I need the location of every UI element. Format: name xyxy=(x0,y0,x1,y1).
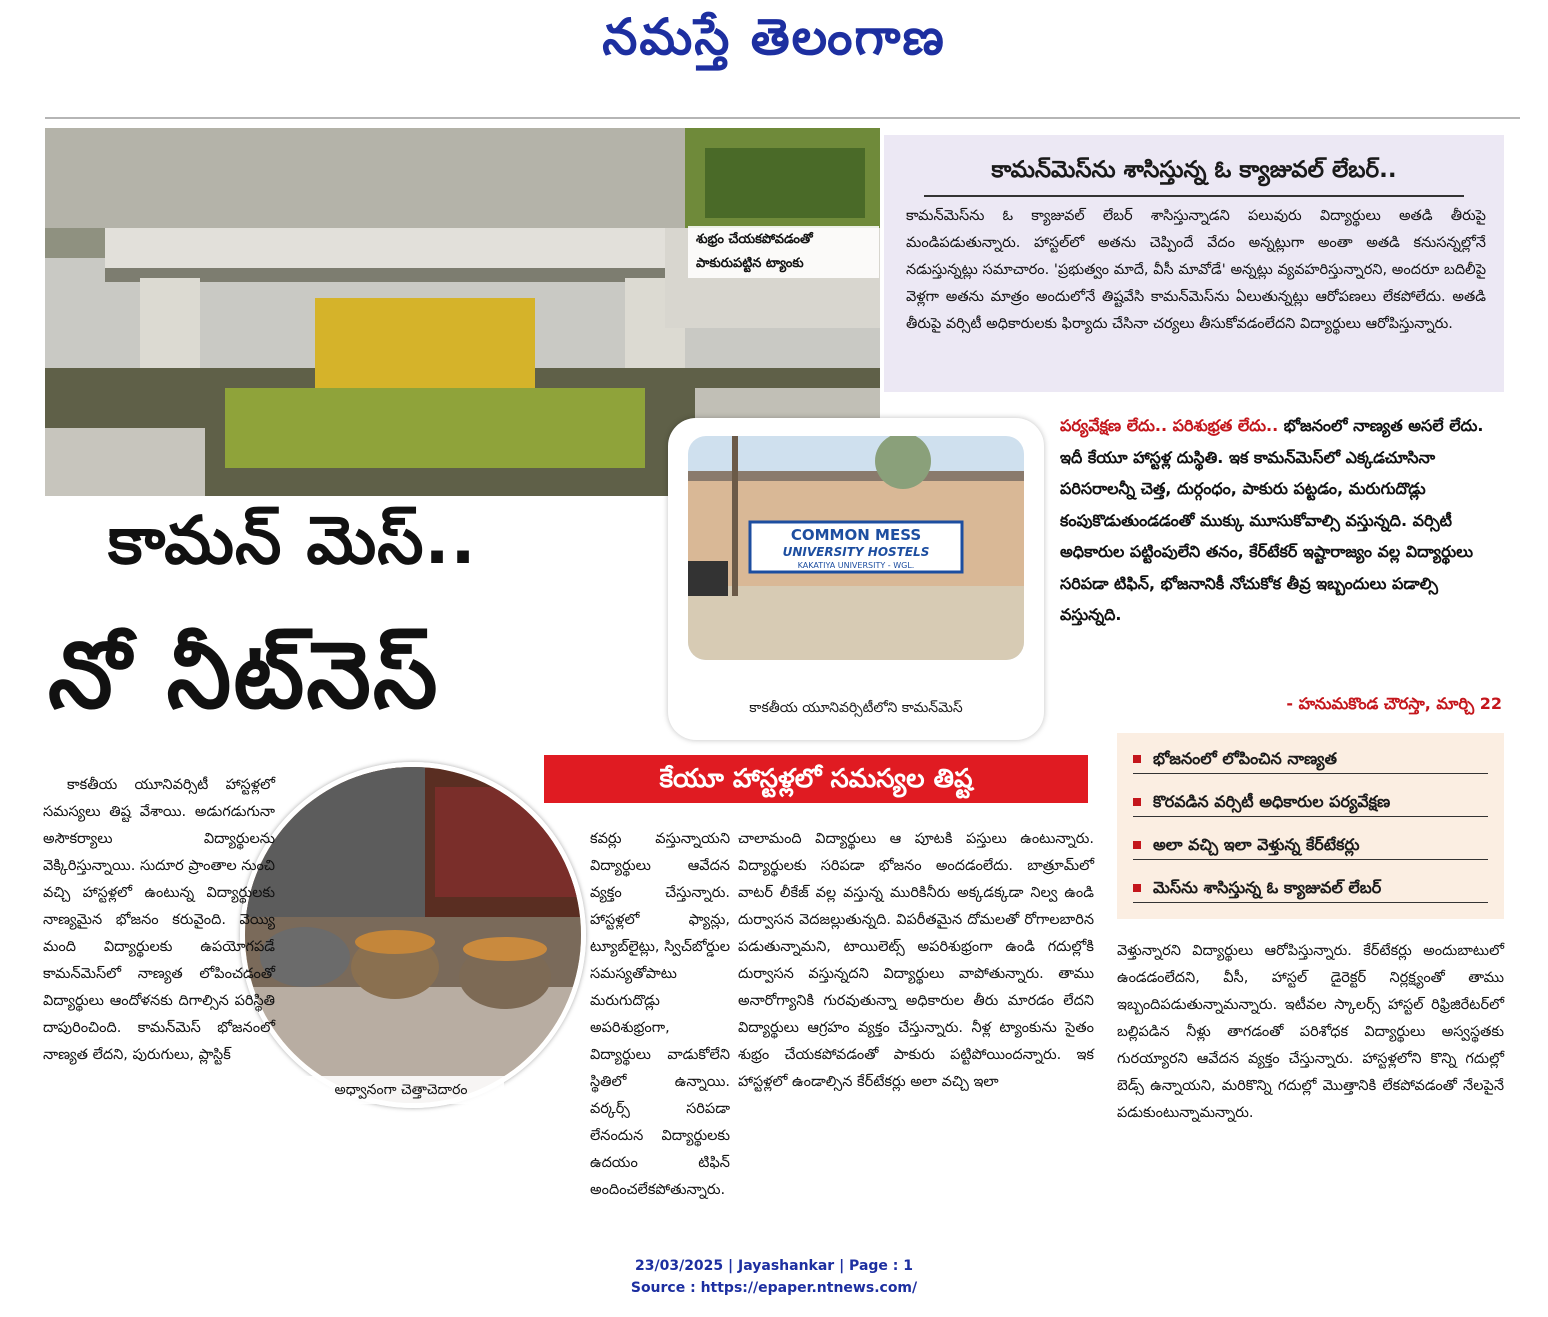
highlight-item xyxy=(1133,876,1488,903)
article-column-3: చాలామంది విద్యార్థులు ఆ పూటకి పస్తులు ఉంటున్నారు. విద్యార్థులకు సరిపడా భోజనం అందడంలేదు. బాత్రూమ్‌లో వాటర్ లీకేజ్ వల్ల వస్తున్న మురికినీరు అక్కడక్కడా నిల్వ ఉండి దుర్వాసన వెదజల్లుతున్నది. విపరీతమైన దోమలతో రోగాలబారిన పడుతున్నామని, టాయిలెట్స్ అపరిశుభ్రంగా ఉండి గదుల్లోకి దుర్వాసన వస్తున్నదని విద్యార్థులు వాపోతున్నారు. తాము అనారోగ్యానికి గురవుతున్నా అధికారుల తీరు మారడం లేదని విద్యార్థులు ఆగ్రహం వ్యక్తం చేస్తున్నారు. నీళ్ల ట్యాంకును సైతం శుభ్రం చేయకపోవడంతో పాకురు పట్టిపోయిందన్నారు. ఇక హాస్టళ్లలో ఉండాల్సిన కేర్‌టేకర్లు అలా వచ్చి ఇలా xyxy=(738,831,1094,1090)
mess-board-line-1: COMMON MESS xyxy=(790,526,922,544)
tank-caption-line-2: పాకురుపట్టిన ట్యాంకు xyxy=(696,256,804,271)
lead-kicker: పర్యవేక్షణ లేదు.. పరిశుభ్రత లేదు.. xyxy=(1060,416,1279,435)
highlight-text: కొరవడిన వర్సిటీ అధికారుల పర్యవేక్షణ xyxy=(1153,792,1391,811)
article-column-1: కాకతీయ యూనివర్సిటీ హాస్టళ్లలో సమస్యలు తిష్ట వేశాయి. అడుగడుగునా అసౌకర్యాలు విద్యార్థులను వెక్కిరిస్తున్నాయి. సుదూర ప్రాంతాల నుంచి వచ్చి హాస్టళ్లలో ఉంటున్న విద్యార్థులకు నాణ్యమైన భోజనం కరువైంది. వెయ్యి మంది విద్యార్థులకు ఉపయోగపడే కామన్‌మెస్‌లో నాణ్యత లోపించడంతో విద్యార్థులు ఆందోళనకు దిగాల్సిన పరిస్థితి దాపురించింది. కామన్‌మెస్ భోజనంలో నాణ్యత లేదని, పురుగులు, ప్లాస్టిక్ xyxy=(43,777,275,1063)
headline-line-1: కామన్ మెస్.. xyxy=(108,502,477,579)
highlight-item xyxy=(1133,790,1488,817)
mess-photo-caption: కాకతీయ యూనివర్సిటీలోని కామన్‌మెస్ xyxy=(749,700,963,716)
article-column-4: వెళ్తున్నారని విద్యార్థులు ఆరోపిస్తున్నారు. కేర్‌టేకర్లు అందుబాటులో ఉండడంలేదని, వీసీ, హాస్టల్ డైరెక్టర్ నిర్లక్ష్యంతో తాము ఇబ్బందిపడుతున్నామన్నారు. ఇటీవల స్కాలర్స్ హాస్టల్ రిఫ్రిజిరేటర్‌లో బల్లిపడిన నీళ్లు తాగడంతో పరిశోధక విద్యార్థులు అస్వస్థతకు గురయ్యారని ఆవేదన వ్యక్తం చేస్తున్నారు. హాస్టళ్లలోని కొన్ని గదుల్లో బెడ్స్ ఉన్నాయని, మరికొన్ని గదుల్లో మొత్తానికి లేకపోవడంతో నేలపైనే పడుకుంటున్నామన్నారు. xyxy=(1117,943,1504,1121)
highlights-box xyxy=(1117,733,1504,919)
lead-body: భోజనంలో నాణ్యత అసలే లేదు. ఇదీ కేయూ హాస్టళ్ల దుస్థితి. ఇక కామన్‌మెస్‌లో ఎక్కడచూసినా పరిసరాలన్నీ చెత్త, దుర్గంధం, పాకురు పట్టడం, మరుగుదొడ్లు కంపుకొడుతుండడంతో ముక్కు మూసుకోవాల్సి వస్తున్నది. వర్సిటీ అధికారుల పట్టింపులేని తనం, కేర్‌టేకర్ ఇష్టారాజ్యం వల్ల విద్యార్థులు సరిపడా టిఫిన్, భోజనానికీ నోచుకోక తీవ్ర ఇబ్బందులు పడాల్సి వస్తున్నది. xyxy=(1060,416,1484,624)
highlight-text: అలా వచ్చి ఇలా వెళ్తున్న కేర్‌టేకర్లు xyxy=(1153,835,1360,854)
footer-date-edition: 23/03/2025 | Jayashankar | Page : 1 xyxy=(635,1258,913,1274)
mess-photo xyxy=(688,436,1024,660)
sidebox-heading: కామన్‌మెస్‌ను శాసిస్తున్న ఓ క్యాజువల్ లేబర్.. xyxy=(924,157,1464,197)
masthead-divider xyxy=(45,117,1520,119)
highlight-text: మెస్‌ను శాసిస్తున్న ఓ క్యాజువల్ లేబర్ xyxy=(1153,878,1382,897)
lead-dateline: - హనుమకొండ చౌరస్తా, మార్చి 22 xyxy=(1286,694,1502,713)
mess-board-line-3: KAKATIYA UNIVERSITY - WGL. xyxy=(797,561,915,570)
tank-photo-caption xyxy=(688,226,879,278)
highlight-text: భోజనంలో లోపించిన నాణ్యత xyxy=(1153,749,1337,768)
tank-caption-line-1: శుభ్రం చేయకపోవడంతో xyxy=(696,232,813,247)
subhead-banner: కేయూ హాస్టళ్లలో సమస్యల తిష్ట xyxy=(544,755,1088,803)
bullet-square-icon xyxy=(1133,755,1141,763)
masthead-title: నమస్తే తెలంగాణ xyxy=(602,8,946,66)
garbage-photo xyxy=(240,762,586,1108)
bullet-square-icon xyxy=(1133,884,1141,892)
highlight-item xyxy=(1133,747,1488,774)
article-column-2: కవర్లు వస్తున్నాయని విద్యార్థులు ఆవేదన వ్యక్తం చేస్తున్నారు. హాస్టళ్లలో ఫ్యాన్లు, ట్యూబ్‌లైట్లు, స్విచ్‌బోర్డుల సమస్యతోపాటు మరుగుదొడ్లు అపరిశుభ్రంగా, విద్యార్థులు వాడుకోలేని స్థితిలో ఉన్నాయి. వర్కర్స్ సరిపడా లేనందున విద్యార్థులకు ఉదయం టిఫిన్ అందించలేకపోతున్నారు. xyxy=(590,831,730,1198)
highlight-item xyxy=(1133,833,1488,860)
bullet-square-icon xyxy=(1133,798,1141,806)
footer-source: Source : https://epaper.ntnews.com/ xyxy=(630,1280,918,1296)
garbage-photo-caption: అధ్వానంగా చెత్తాచెదారం xyxy=(298,1076,504,1104)
sidebox xyxy=(884,135,1504,392)
lead-paragraph xyxy=(1060,410,1500,631)
mess-board-line-2: UNIVERSITY HOSTELS xyxy=(782,545,930,559)
sidebox-body: కామన్‌మెస్‌ను ఓ క్యాజువల్ లేబర్ శాసిస్తున్నాడని పలువురు విద్యార్థులు అతడి తీరుపై మండిపడుతున్నారు. హాస్టల్‌లో అతను చెప్పిందే వేదం అన్నట్లుగా అంతా అతడి కనుసన్నల్లోనే నడుస్తున్నట్లు సమాచారం. 'ప్రభుత్వం మాదే, వీసీ మావోడే' అన్నట్లు వ్యవహరిస్తున్నారని, అందరూ బదిలీపై వెళ్లగా అతను మాత్రం అందులోనే తిష్టవేసి కామన్‌మెస్‌ను ఏలుతున్నట్లు ఆరోపణలు లేకపోలేదు. అతడి తీరుపై వర్సిటీ అధికారులకు ఫిర్యాదు చేసినా చర్యలు తీసుకోవడంలేదని విద్యార్థులు ఆరోపిస్తున్నారు. xyxy=(906,208,1486,332)
headline-line-2: నో నీట్‌నెస్ xyxy=(48,622,440,729)
bullet-square-icon xyxy=(1133,841,1141,849)
